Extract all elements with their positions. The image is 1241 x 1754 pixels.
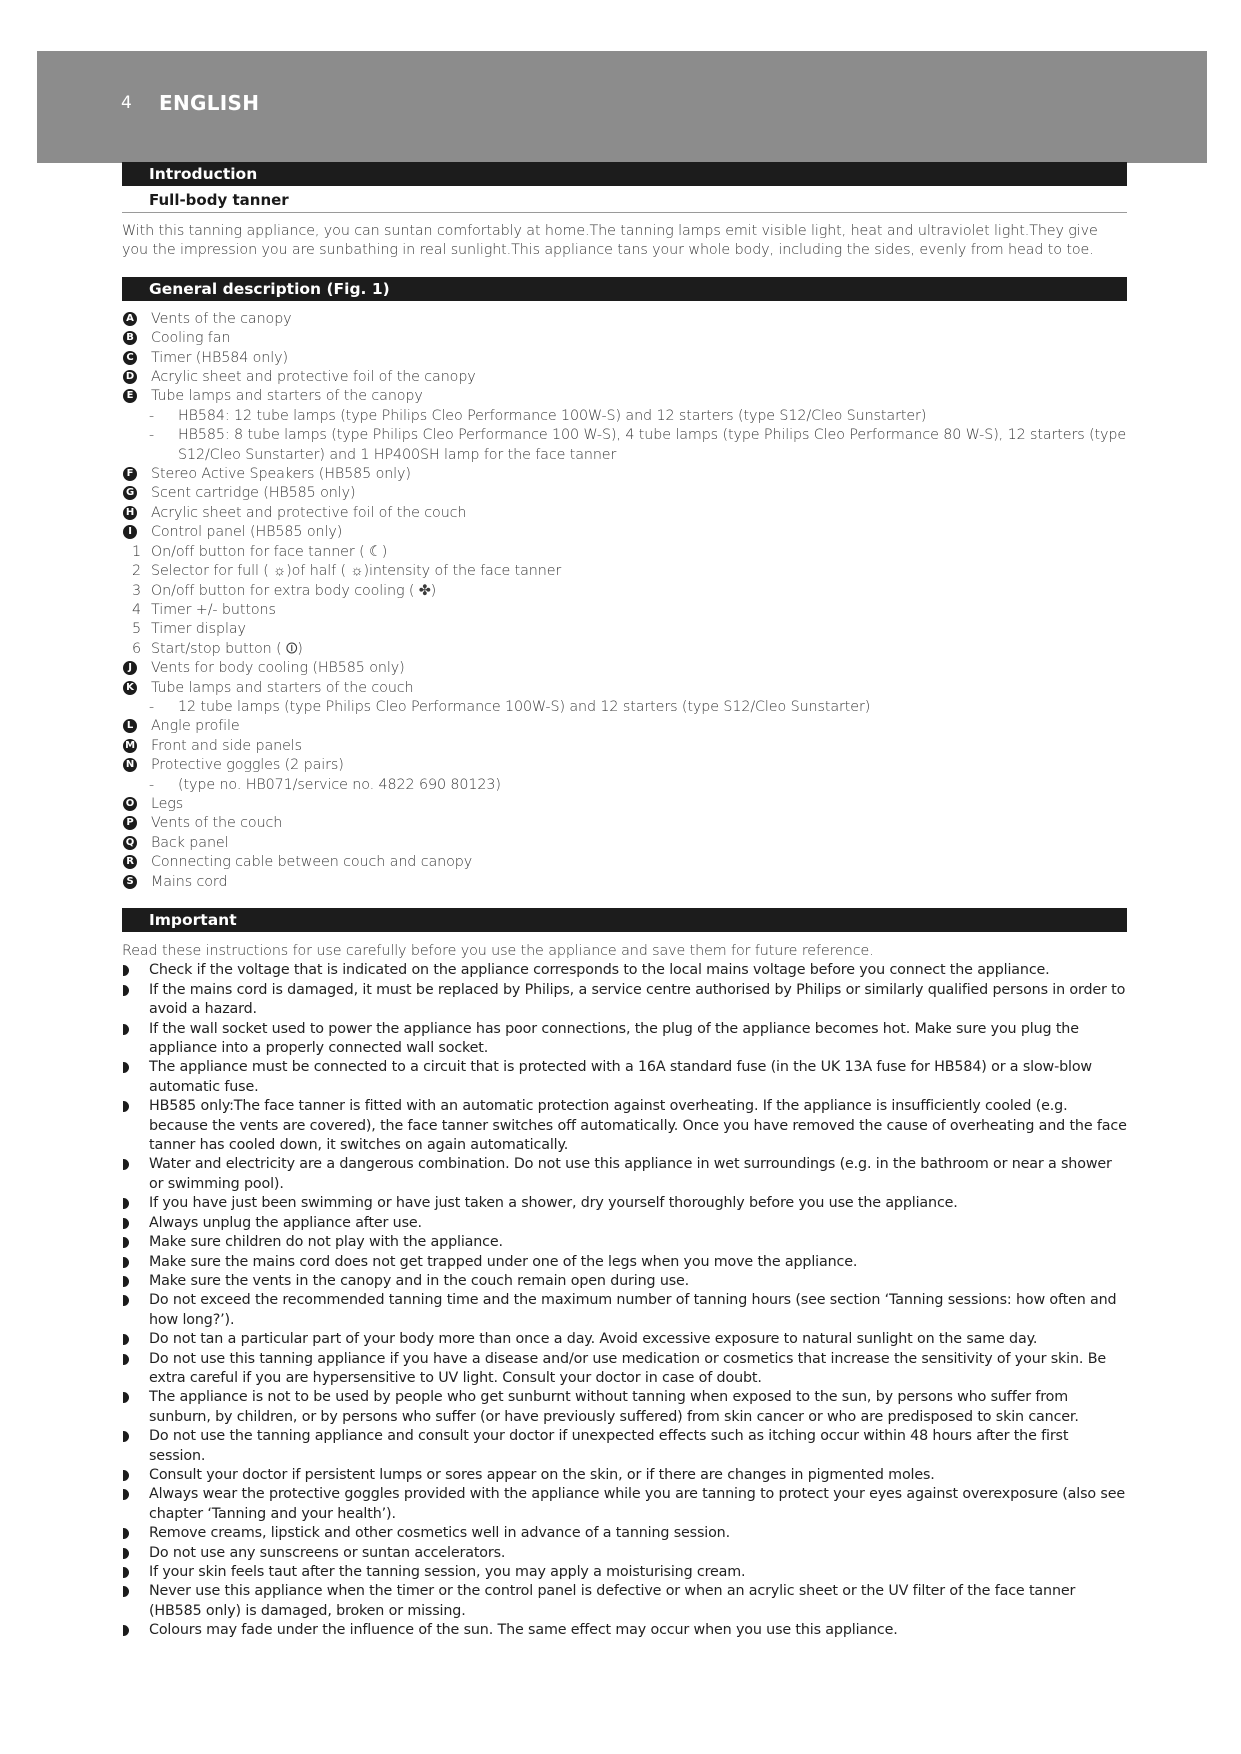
intro-paragraph: With this tanning appliance, you can suntan comfortably at home.The tanning lamps emit visible light, heat and ultraviolet light.They give you the impression you are sunbathing in real sunlight.This appliance tans your whole body, including the sides, evenly from head to toe. — [122, 223, 1098, 259]
bullet-text: If your skin feels taut after the tanning session, you may apply a moisturising cream. — [149, 1564, 746, 1580]
item-letter-badge: M — [123, 739, 137, 753]
description-item — [122, 698, 1127, 717]
description-item — [122, 873, 1127, 892]
bullet-icon — [123, 985, 129, 996]
item-letter-badge: K — [123, 681, 137, 695]
description-text: Vents of the canopy — [151, 310, 292, 327]
safety-bullet — [122, 1020, 1127, 1059]
bullet-text: Remove creams, lipstick and other cosmetics well in advance of a tanning session. — [149, 1525, 730, 1542]
item-letter-badge: H — [123, 506, 137, 520]
safety-bullet — [122, 1233, 1127, 1252]
bullet-icon — [123, 1431, 129, 1442]
description-text: Cooling fan — [151, 330, 231, 347]
safety-bullet — [122, 1097, 1127, 1155]
bullet-text: Make sure the mains cord does not get trapped under one of the legs when you move the appliance. — [149, 1253, 858, 1270]
safety-bullet — [122, 1155, 1127, 1194]
bullet-icon — [123, 1276, 129, 1287]
description-list — [122, 310, 1127, 892]
bullet-text: HB585 only:The face tanner is fitted with an automatic protection against overheating. If the appliance is insufficiently cooled (e.g. because the vents are covered), the face tanner switches off automatically. Once you have removed the cause of overheating and the face tanner has cooled down, it switches on again automatically. — [149, 1098, 1127, 1154]
description-text: Vents for body cooling (HB585 only) — [151, 660, 405, 677]
bullet-icon — [123, 1470, 129, 1481]
section-heading-important: Important — [122, 908, 1127, 932]
description-text: Scent cartridge (HB585 only) — [151, 485, 356, 502]
safety-bullet — [122, 1291, 1127, 1330]
item-letter-badge: B — [123, 331, 137, 345]
page-content — [122, 162, 1127, 1641]
description-item — [122, 368, 1127, 387]
description-item — [122, 853, 1127, 872]
page-number: 4 — [121, 93, 132, 113]
description-text: Vents of the couch — [151, 815, 283, 832]
description-text: HB584: 12 tube lamps (type Philips Cleo Performance 100W-S) and 12 starters (type S12/Cleo Sunstarter) — [178, 407, 927, 424]
bullet-text: Always wear the protective goggles provided with the appliance while you are tanning to protect your eyes against overexposure (also see chapter ‘Tanning and your health’). — [149, 1486, 1125, 1522]
description-item — [122, 776, 1127, 795]
bullet-icon — [123, 1101, 129, 1112]
bullet-icon — [123, 1257, 129, 1268]
bullet-text: Do not tan a particular part of your body more than once a day. Avoid excessive exposure to natural sunlight on the same day. — [149, 1331, 1038, 1348]
item-letter-badge: D — [123, 370, 137, 384]
safety-bullet — [122, 961, 1127, 980]
description-item — [122, 543, 1127, 562]
safety-bullet — [122, 1350, 1127, 1389]
description-text: On/off button for extra body cooling ( ✤) — [151, 582, 437, 599]
item-letter-badge: S — [123, 875, 137, 889]
safety-bullet — [122, 1330, 1127, 1349]
item-letter-badge: A — [123, 312, 137, 326]
language-title: ENGLISH — [159, 91, 260, 115]
description-item — [122, 407, 1127, 426]
safety-bullet — [122, 1214, 1127, 1233]
safety-bullet — [122, 1272, 1127, 1291]
description-item — [122, 601, 1127, 620]
bullet-icon — [123, 1586, 129, 1597]
description-item — [122, 620, 1127, 639]
bullet-text: Always unplug the appliance after use. — [149, 1214, 422, 1231]
sub-item-dash: - — [149, 698, 155, 715]
sub-item-dash: - — [149, 407, 155, 424]
bullet-text: Do not use any sunscreens or suntan accelerators. — [149, 1544, 506, 1561]
description-text: Timer display — [151, 621, 246, 638]
sub-item-dash: - — [149, 427, 155, 444]
item-number: 2 — [132, 563, 141, 580]
item-letter-badge: G — [123, 486, 137, 500]
bullet-icon — [123, 1295, 129, 1306]
safety-bullet — [122, 1524, 1127, 1543]
bullet-text: Make sure children do not play with the appliance. — [149, 1234, 503, 1251]
description-text: Tube lamps and starters of the couch — [151, 679, 414, 696]
item-letter-badge: E — [123, 389, 137, 403]
bullet-text: Do not use the tanning appliance and consult your doctor if unexpected effects such as itching occur within 48 hours after the first session. — [149, 1428, 1069, 1464]
safety-bullet — [122, 1582, 1127, 1621]
item-letter-badge: Q — [123, 836, 137, 850]
item-letter-badge: L — [123, 719, 137, 733]
bullet-text: Consult your doctor if persistent lumps or sores appear on the skin, or if there are changes in pigmented moles. — [149, 1466, 935, 1483]
bullet-icon — [123, 1237, 129, 1248]
bullet-text: Do not use this tanning appliance if you have a disease and/or use medication or cosmetics that increase the sensitivity of your skin. Be extra careful if you are hypersensitive to UV light. Consult your doctor in case of doubt. — [149, 1350, 1106, 1386]
bullet-text: If the wall socket used to power the appliance has poor connections, the plug of the appliance becomes hot. Make sure you plug the appliance into a properly connected wall socket. — [149, 1020, 1079, 1057]
description-item — [122, 659, 1127, 678]
bullet-icon — [123, 1354, 129, 1365]
item-number: 6 — [132, 640, 141, 657]
important-intro: Read these instructions for use carefully before you use the appliance and save them for future reference. — [122, 943, 874, 959]
bullet-text: Do not exceed the recommended tanning time and the maximum number of tanning hours (see section ‘Tanning sessions: how often and how long?’). — [149, 1292, 1117, 1328]
item-letter-badge: F — [123, 467, 137, 481]
item-letter-badge: I — [123, 525, 137, 539]
bullet-text: Make sure the vents in the canopy and in the couch remain open during use. — [149, 1272, 690, 1289]
bullet-icon — [123, 1567, 129, 1578]
description-item — [122, 834, 1127, 853]
description-item — [122, 640, 1127, 659]
bullet-text: The appliance must be connected to a circuit that is protected with a 16A standard fuse (in the UK 13A fuse for HB584) or a slow-blow automatic fuse. — [149, 1059, 1092, 1095]
item-letter-badge: R — [123, 855, 137, 869]
bullet-icon — [123, 1024, 129, 1035]
item-letter-badge: N — [123, 758, 137, 772]
item-number: 1 — [132, 543, 141, 560]
subheading-full-body-tanner: Full-body tanner — [122, 188, 1127, 213]
description-item — [122, 582, 1127, 601]
item-number: 3 — [132, 582, 141, 599]
bullet-icon — [123, 1625, 129, 1636]
description-text: Angle profile — [151, 718, 240, 735]
description-text: Acrylic sheet and protective foil of the couch — [151, 504, 467, 521]
item-letter-badge: P — [123, 816, 137, 830]
description-item — [122, 329, 1127, 348]
description-item — [122, 679, 1127, 698]
description-item — [122, 484, 1127, 503]
bullet-text: If the mains cord is damaged, it must be replaced by Philips, a service centre authorised by Philips or similarly qualified persons in order to avoid a hazard. — [149, 981, 1126, 1018]
bullet-text: Colours may fade under the influence of the sun. The same effect may occur when you use this appliance. — [149, 1622, 898, 1639]
bullet-text: The appliance is not to be used by people who get sunburnt without tanning when exposed to the sun, by persons who suffer from sunburn, by children, or by persons who suffer (or have previously suffered) from skin cancer or who are predisposed to skin cancer. — [149, 1389, 1079, 1425]
safety-bullet — [122, 1544, 1127, 1563]
description-text: HB585: 8 tube lamps (type Philips Cleo Performance 100 W-S), 4 tube lamps (type Philips Cleo Performance 80 W-S), 12 starters (type S12/Cleo Sunstarter) and 1 HP400SH lamp for the face tanner — [178, 427, 1127, 463]
description-text: Front and side panels — [151, 737, 302, 754]
bullet-text: Never use this appliance when the timer or the control panel is defective or when an acrylic sheet or the UV filter of the face tanner (HB585 only) is damaged, broken or missing. — [149, 1583, 1076, 1619]
safety-bullet — [122, 1253, 1127, 1272]
bullet-icon — [123, 1334, 129, 1345]
item-letter-badge: O — [123, 797, 137, 811]
description-item — [122, 756, 1127, 775]
item-number: 5 — [132, 621, 141, 638]
description-item — [122, 504, 1127, 523]
description-item — [122, 562, 1127, 581]
description-item — [122, 349, 1127, 368]
safety-bullet — [122, 1485, 1127, 1524]
description-text: Back panel — [151, 834, 229, 851]
safety-bullet — [122, 1388, 1127, 1427]
description-text: Timer (HB584 only) — [151, 349, 288, 366]
bullet-icon — [123, 1218, 129, 1229]
description-item — [122, 795, 1127, 814]
section-heading-introduction: Introduction — [122, 162, 1127, 186]
description-text: 12 tube lamps (type Philips Cleo Performance 100W-S) and 12 starters (type S12/Cleo Sunstarter) — [178, 698, 871, 715]
bullet-icon — [123, 1548, 129, 1559]
section-heading-general-description: General description (Fig. 1) — [122, 277, 1127, 301]
description-text: Timer +/- buttons — [151, 601, 276, 618]
bullet-icon — [123, 1159, 129, 1170]
bullet-icon — [123, 1062, 129, 1073]
description-text: Acrylic sheet and protective foil of the canopy — [151, 369, 476, 386]
description-text: Start/stop button ( ⏼) — [151, 640, 303, 657]
description-item — [122, 465, 1127, 484]
bullet-icon — [123, 1528, 129, 1539]
description-item — [122, 737, 1127, 756]
bullet-text: Water and electricity are a dangerous combination. Do not use this appliance in wet surroundings (e.g. in the bathroom or near a shower or swimming pool). — [149, 1156, 1112, 1192]
description-text: (type no. HB071/service no. 4822 690 80123) — [178, 776, 501, 793]
description-text: Mains cord — [151, 873, 228, 890]
bullet-icon — [123, 1198, 129, 1209]
description-text: Control panel (HB585 only) — [151, 524, 343, 541]
description-item — [122, 523, 1127, 542]
item-number: 4 — [132, 601, 141, 618]
sub-item-dash: - — [149, 776, 155, 793]
bullet-icon — [123, 965, 129, 976]
description-text: Tube lamps and starters of the canopy — [151, 388, 423, 405]
bullet-icon — [123, 1392, 129, 1403]
safety-bullet — [122, 1427, 1127, 1466]
description-item — [122, 814, 1127, 833]
safety-bullet-list — [122, 961, 1127, 1640]
safety-bullet — [122, 1466, 1127, 1485]
bullet-icon — [123, 1489, 129, 1500]
description-text: Stereo Active Speakers (HB585 only) — [151, 466, 411, 483]
item-letter-badge: J — [123, 661, 137, 675]
description-item — [122, 387, 1127, 406]
safety-bullet — [122, 1563, 1127, 1582]
description-item — [122, 310, 1127, 329]
safety-bullet — [122, 1194, 1127, 1213]
item-letter-badge: C — [123, 351, 137, 365]
description-text: Legs — [151, 795, 184, 812]
safety-bullet — [122, 981, 1127, 1020]
description-item — [122, 717, 1127, 736]
description-text: On/off button for face tanner ( ☾) — [151, 543, 388, 560]
description-text: Connecting cable between couch and canopy — [151, 854, 473, 871]
safety-bullet — [122, 1058, 1127, 1097]
bullet-text: Check if the voltage that is indicated on the appliance corresponds to the local mains voltage before you connect the appliance. — [149, 962, 1050, 979]
bullet-text: If you have just been swimming or have just taken a shower, dry yourself thoroughly before you use the appliance. — [149, 1195, 958, 1212]
description-item — [122, 426, 1127, 465]
description-text: Protective goggles (2 pairs) — [151, 757, 344, 774]
safety-bullet — [122, 1621, 1127, 1640]
description-text: Selector for full ( ☼)of half ( ☼)intensity of the face tanner — [151, 563, 562, 580]
